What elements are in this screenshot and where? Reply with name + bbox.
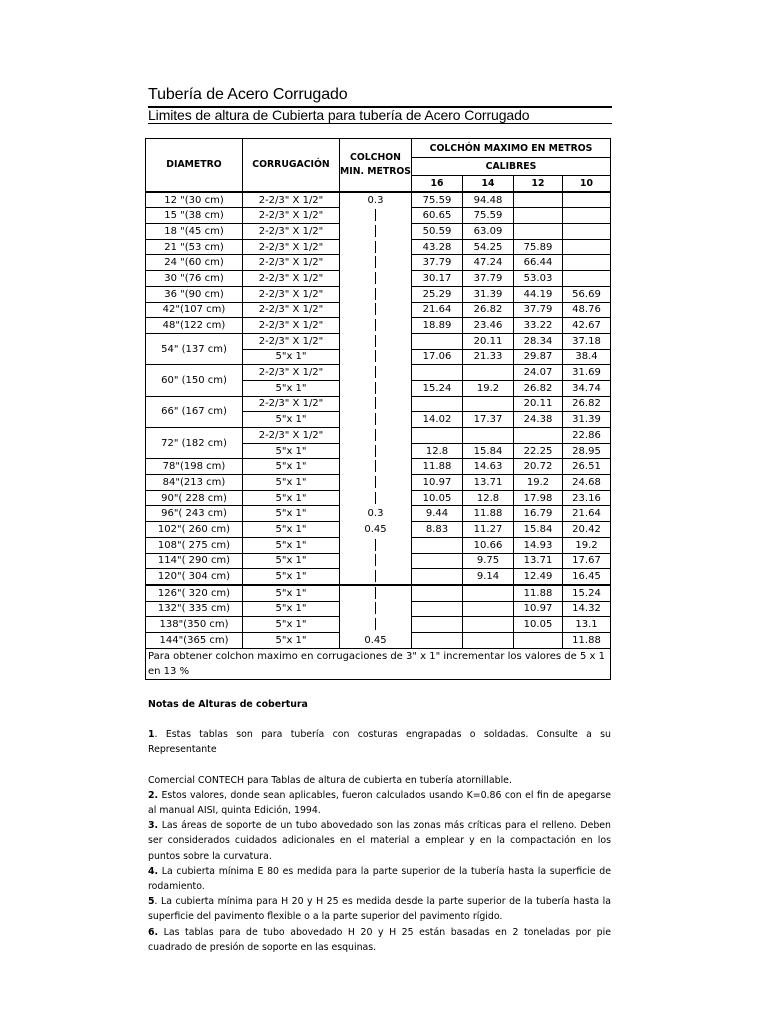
diametro-cell: 12 "(30 cm) bbox=[146, 192, 243, 208]
diametro-cell: 18 "(45 cm) bbox=[146, 224, 243, 240]
diametro-cell: 102"( 260 cm) bbox=[146, 522, 243, 538]
table-row bbox=[146, 585, 611, 601]
diametro-cell: 66" (167 cm) bbox=[146, 396, 243, 427]
corrugacion-cell: 2-2/3" X 1/2" bbox=[243, 428, 340, 444]
continuation-line bbox=[375, 366, 376, 378]
header-colchon-min: COLCHON MIN. METROS bbox=[340, 139, 412, 192]
calibre-16-cell: 17.06 bbox=[412, 349, 463, 365]
calibre-16-cell: 10.97 bbox=[412, 475, 463, 491]
continuation-line bbox=[375, 335, 376, 347]
calibre-12-cell: 11.88 bbox=[514, 585, 563, 601]
calibre-14-cell: 94.48 bbox=[463, 192, 514, 208]
corrugacion-cell: 5"x 1" bbox=[243, 506, 340, 522]
calibre-10-cell: 26.82 bbox=[563, 396, 611, 412]
header-calibre-12: 12 bbox=[514, 176, 563, 192]
note-spacer bbox=[148, 758, 611, 773]
header-corrugacion: CORRUGACIÓN bbox=[243, 139, 340, 192]
corrugacion-cell: 5"x 1" bbox=[243, 412, 340, 428]
calibre-16-cell: 30.17 bbox=[412, 271, 463, 287]
header-calibre-16: 16 bbox=[412, 176, 463, 192]
calibre-10-cell bbox=[563, 224, 611, 240]
calibre-12-cell: 33.22 bbox=[514, 318, 563, 334]
diametro-cell: 42"(107 cm) bbox=[146, 302, 243, 318]
colchon-min-cell bbox=[340, 617, 412, 633]
header-calibres: CALIBRES bbox=[412, 158, 611, 176]
corrugacion-cell: 2-2/3" X 1/2" bbox=[243, 208, 340, 224]
calibre-14-cell: 13.71 bbox=[463, 475, 514, 491]
calibre-10-cell: 28.95 bbox=[563, 443, 611, 459]
calibre-14-cell: 21.33 bbox=[463, 349, 514, 365]
table-row bbox=[146, 522, 611, 538]
continuation-line bbox=[375, 288, 376, 300]
calibre-16-cell bbox=[412, 537, 463, 553]
table-row bbox=[146, 617, 611, 633]
corrugacion-cell: 5"x 1" bbox=[243, 632, 340, 648]
calibre-10-cell bbox=[563, 208, 611, 224]
diametro-cell: 108"( 275 cm) bbox=[146, 537, 243, 553]
corrugacion-cell: 5"x 1" bbox=[243, 349, 340, 365]
colchon-min-cell bbox=[340, 380, 412, 396]
corrugacion-cell: 5"x 1" bbox=[243, 380, 340, 396]
corrugacion-cell: 5"x 1" bbox=[243, 553, 340, 569]
corrugacion-cell: 5"x 1" bbox=[243, 522, 340, 538]
note-text: . La cubierta mínima para H 20 y H 25 es medida desde la parte superior de la tubería hasta la superficie del pavimento flexible o a la parte superior del pavimento rígido. bbox=[148, 896, 611, 923]
corrugacion-cell: 5"x 1" bbox=[243, 490, 340, 506]
diametro-cell: 24 "(60 cm) bbox=[146, 255, 243, 271]
colchon-min-cell bbox=[340, 601, 412, 617]
continuation-line bbox=[375, 256, 376, 268]
table-row bbox=[146, 506, 611, 522]
calibre-14-cell: 14.63 bbox=[463, 459, 514, 475]
colchon-min-cell bbox=[340, 553, 412, 569]
continuation-line bbox=[375, 445, 376, 457]
calibre-12-cell bbox=[514, 224, 563, 240]
calibre-10-cell bbox=[563, 255, 611, 271]
table-footnote-row bbox=[146, 648, 611, 679]
calibre-14-cell: 11.27 bbox=[463, 522, 514, 538]
table-row bbox=[146, 475, 611, 491]
table-row bbox=[146, 224, 611, 240]
continuation-line bbox=[375, 397, 376, 409]
colchon-min-cell bbox=[340, 428, 412, 444]
cover-height-table bbox=[145, 138, 611, 680]
note-text: Las tablas para de tubo abovedado H 20 y H 25 están basadas en 2 toneladas por pie cuadrado de presión de soporte en las esquinas. bbox=[148, 926, 611, 953]
calibre-14-cell: 15.84 bbox=[463, 443, 514, 459]
calibre-16-cell: 43.28 bbox=[412, 239, 463, 255]
colchon-min-cell bbox=[340, 302, 412, 318]
note-text: Comercial CONTECH para Tablas de altura de cubierta en tubería atornillable. bbox=[148, 774, 512, 786]
continuation-line bbox=[375, 587, 376, 599]
diametro-cell: 15 "(38 cm) bbox=[146, 208, 243, 224]
calibre-14-cell: 11.88 bbox=[463, 506, 514, 522]
calibre-12-cell: 37.79 bbox=[514, 302, 563, 318]
calibre-14-cell: 20.11 bbox=[463, 333, 514, 349]
calibre-16-cell bbox=[412, 601, 463, 617]
diametro-cell: 30 "(76 cm) bbox=[146, 271, 243, 287]
colchon-min-cell bbox=[340, 459, 412, 475]
calibre-14-cell: 75.59 bbox=[463, 208, 514, 224]
table-row bbox=[146, 318, 611, 334]
calibre-12-cell: 29.87 bbox=[514, 349, 563, 365]
calibre-12-cell: 26.82 bbox=[514, 380, 563, 396]
continuation-line bbox=[375, 429, 376, 441]
continuation-line bbox=[375, 382, 376, 394]
note-text: La cubierta mínima E 80 es medida para la parte superior de la tubería hasta la superficie de rodamiento. bbox=[148, 865, 611, 893]
corrugacion-cell: 2-2/3" X 1/2" bbox=[243, 271, 340, 287]
calibre-14-cell: 54.25 bbox=[463, 239, 514, 255]
header-calibre-14: 14 bbox=[463, 176, 514, 192]
calibre-10-cell: 38.4 bbox=[563, 349, 611, 365]
diametro-cell: 144"(365 cm) bbox=[146, 632, 243, 648]
calibre-10-cell: 48.76 bbox=[563, 302, 611, 318]
table-row bbox=[146, 333, 611, 349]
corrugacion-cell: 2-2/3" X 1/2" bbox=[243, 224, 340, 240]
corrugacion-cell: 2-2/3" X 1/2" bbox=[243, 286, 340, 302]
calibre-14-cell bbox=[463, 585, 514, 601]
continuation-line bbox=[375, 618, 376, 630]
calibre-16-cell: 37.79 bbox=[412, 255, 463, 271]
calibre-10-cell: 21.64 bbox=[563, 506, 611, 522]
calibre-14-cell: 63.09 bbox=[463, 224, 514, 240]
calibre-16-cell: 21.64 bbox=[412, 302, 463, 318]
diametro-cell: 72" (182 cm) bbox=[146, 428, 243, 459]
colchon-min-cell: 0.3 bbox=[340, 192, 412, 208]
corrugacion-cell: 5"x 1" bbox=[243, 585, 340, 601]
calibre-12-cell: 28.34 bbox=[514, 333, 563, 349]
calibre-12-cell: 75.89 bbox=[514, 239, 563, 255]
calibre-16-cell bbox=[412, 333, 463, 349]
calibre-12-cell: 20.11 bbox=[514, 396, 563, 412]
continuation-line bbox=[375, 319, 376, 331]
continuation-line bbox=[375, 602, 376, 614]
calibre-16-cell: 9.44 bbox=[412, 506, 463, 522]
calibre-14-cell: 19.2 bbox=[463, 380, 514, 396]
calibre-16-cell bbox=[412, 396, 463, 412]
colchon-min-cell bbox=[340, 396, 412, 412]
calibre-14-cell: 10.66 bbox=[463, 537, 514, 553]
note-number: 5 bbox=[148, 896, 155, 908]
note-number: 2. bbox=[148, 789, 159, 801]
diametro-cell: 48"(122 cm) bbox=[146, 318, 243, 334]
calibre-12-cell: 24.38 bbox=[514, 412, 563, 428]
continuation-line bbox=[375, 539, 376, 551]
calibre-14-cell bbox=[463, 632, 514, 648]
calibre-12-cell: 22.25 bbox=[514, 443, 563, 459]
calibre-16-cell bbox=[412, 585, 463, 601]
calibre-14-cell bbox=[463, 396, 514, 412]
calibre-12-cell: 10.05 bbox=[514, 617, 563, 633]
calibre-14-cell: 12.8 bbox=[463, 490, 514, 506]
table-row bbox=[146, 365, 611, 381]
colchon-min-cell bbox=[340, 318, 412, 334]
note-number: 1 bbox=[148, 729, 155, 741]
calibre-10-cell bbox=[563, 271, 611, 287]
calibre-14-cell: 17.37 bbox=[463, 412, 514, 428]
calibre-12-cell bbox=[514, 428, 563, 444]
calibre-10-cell: 37.18 bbox=[563, 333, 611, 349]
calibre-12-cell bbox=[514, 632, 563, 648]
calibre-14-cell bbox=[463, 617, 514, 633]
colchon-min-cell: 0.45 bbox=[340, 632, 412, 648]
calibre-12-cell: 20.72 bbox=[514, 459, 563, 475]
calibre-12-cell: 66.44 bbox=[514, 255, 563, 271]
calibre-10-cell: 56.69 bbox=[563, 286, 611, 302]
calibre-16-cell: 18.89 bbox=[412, 318, 463, 334]
table-row bbox=[146, 302, 611, 318]
note-item bbox=[148, 788, 611, 818]
note-item bbox=[148, 727, 611, 757]
continuation-line bbox=[375, 350, 376, 362]
calibre-10-cell: 17.67 bbox=[563, 553, 611, 569]
colchon-min-cell bbox=[340, 412, 412, 428]
diametro-cell: 90"( 228 cm) bbox=[146, 490, 243, 506]
header-diametro: DIAMETRO bbox=[146, 139, 243, 192]
colchon-min-cell bbox=[340, 239, 412, 255]
calibre-16-cell: 25.29 bbox=[412, 286, 463, 302]
colchon-min-cell bbox=[340, 224, 412, 240]
note-item bbox=[148, 818, 611, 864]
continuation-line bbox=[375, 413, 376, 425]
corrugacion-cell: 2-2/3" X 1/2" bbox=[243, 255, 340, 271]
colchon-min-cell bbox=[340, 443, 412, 459]
calibre-10-cell: 22.86 bbox=[563, 428, 611, 444]
calibre-14-cell bbox=[463, 365, 514, 381]
diametro-cell: 96"( 243 cm) bbox=[146, 506, 243, 522]
corrugacion-cell: 2-2/3" X 1/2" bbox=[243, 365, 340, 381]
corrugacion-cell: 5"x 1" bbox=[243, 537, 340, 553]
diametro-cell: 78"(198 cm) bbox=[146, 459, 243, 475]
table-row bbox=[146, 632, 611, 648]
note-text: . Estas tablas son para tubería con costuras engrapadas o soldadas. Consulte a su Representante bbox=[148, 729, 611, 756]
continuation-line bbox=[375, 303, 376, 315]
calibre-10-cell: 13.1 bbox=[563, 617, 611, 633]
calibre-10-cell: 24.68 bbox=[563, 475, 611, 491]
colchon-min-cell bbox=[340, 271, 412, 287]
calibre-12-cell: 10.97 bbox=[514, 601, 563, 617]
calibre-10-cell: 31.69 bbox=[563, 365, 611, 381]
calibre-10-cell: 20.42 bbox=[563, 522, 611, 538]
header-calibre-10: 10 bbox=[563, 176, 611, 192]
diametro-cell: 132"( 335 cm) bbox=[146, 601, 243, 617]
table-row bbox=[146, 537, 611, 553]
note-item bbox=[148, 773, 611, 788]
calibre-10-cell: 34.74 bbox=[563, 380, 611, 396]
colchon-min-cell bbox=[340, 569, 412, 585]
calibre-10-cell bbox=[563, 192, 611, 208]
calibre-16-cell: 8.83 bbox=[412, 522, 463, 538]
colchon-min-cell bbox=[340, 365, 412, 381]
corrugacion-cell: 2-2/3" X 1/2" bbox=[243, 302, 340, 318]
continuation-line bbox=[375, 225, 376, 237]
colchon-min-cell bbox=[340, 255, 412, 271]
calibre-10-cell: 11.88 bbox=[563, 632, 611, 648]
note-item bbox=[148, 925, 611, 955]
document-title: Tubería de Acero Corrugado bbox=[148, 86, 348, 103]
corrugacion-cell: 5"x 1" bbox=[243, 601, 340, 617]
calibre-14-cell: 23.46 bbox=[463, 318, 514, 334]
table-footnote: Para obtener colchon maximo en corrugaciones de 3" x 1" incrementar los valores de 5 x 1 en 13 % bbox=[146, 648, 611, 679]
continuation-line bbox=[375, 476, 376, 488]
table-row bbox=[146, 396, 611, 412]
calibre-10-cell: 15.24 bbox=[563, 585, 611, 601]
calibre-12-cell: 19.2 bbox=[514, 475, 563, 491]
calibre-10-cell: 23.16 bbox=[563, 490, 611, 506]
table-row bbox=[146, 271, 611, 287]
colchon-min-cell bbox=[340, 208, 412, 224]
calibre-14-cell: 26.82 bbox=[463, 302, 514, 318]
calibre-12-cell: 44.19 bbox=[514, 286, 563, 302]
table-row bbox=[146, 490, 611, 506]
calibre-10-cell bbox=[563, 239, 611, 255]
calibre-12-cell: 13.71 bbox=[514, 553, 563, 569]
continuation-line bbox=[375, 492, 376, 504]
calibre-12-cell bbox=[514, 208, 563, 224]
continuation-line bbox=[375, 241, 376, 253]
colchon-min-cell bbox=[340, 490, 412, 506]
continuation-line bbox=[375, 460, 376, 472]
corrugacion-cell: 2-2/3" X 1/2" bbox=[243, 239, 340, 255]
colchon-min-cell bbox=[340, 286, 412, 302]
continuation-line bbox=[375, 570, 376, 582]
note-text: Las áreas de soporte de un tubo abovedado son las zonas más críticas para el relleno. Deben ser considerados cuidados adicionales en el material a emplear y en la compactación en los puntos sobre la curvatura. bbox=[148, 820, 611, 862]
table-row bbox=[146, 601, 611, 617]
corrugacion-cell: 5"x 1" bbox=[243, 617, 340, 633]
diametro-cell: 54" (137 cm) bbox=[146, 333, 243, 364]
calibre-16-cell: 11.88 bbox=[412, 459, 463, 475]
table-row bbox=[146, 239, 611, 255]
notes-heading: Notas de Alturas de cobertura bbox=[148, 699, 308, 710]
diametro-cell: 84"(213 cm) bbox=[146, 475, 243, 491]
table-row bbox=[146, 569, 611, 585]
colchon-min-cell: 0.3 bbox=[340, 506, 412, 522]
calibre-16-cell: 12.8 bbox=[412, 443, 463, 459]
continuation-line bbox=[375, 272, 376, 284]
calibre-12-cell: 16.79 bbox=[514, 506, 563, 522]
calibre-14-cell bbox=[463, 601, 514, 617]
calibre-12-cell: 24.07 bbox=[514, 365, 563, 381]
calibre-16-cell bbox=[412, 553, 463, 569]
calibre-12-cell: 12.49 bbox=[514, 569, 563, 585]
calibre-16-cell bbox=[412, 365, 463, 381]
colchon-min-cell bbox=[340, 349, 412, 365]
calibre-16-cell: 14.02 bbox=[412, 412, 463, 428]
table-row bbox=[146, 192, 611, 208]
calibre-10-cell: 31.39 bbox=[563, 412, 611, 428]
calibre-16-cell: 10.05 bbox=[412, 490, 463, 506]
calibre-16-cell bbox=[412, 617, 463, 633]
calibre-16-cell: 75.59 bbox=[412, 192, 463, 208]
corrugacion-cell: 5"x 1" bbox=[243, 443, 340, 459]
notes-list bbox=[148, 727, 611, 955]
diametro-cell: 120"( 304 cm) bbox=[146, 569, 243, 585]
calibre-12-cell: 15.84 bbox=[514, 522, 563, 538]
note-number: 4. bbox=[148, 865, 159, 877]
calibre-14-cell: 31.39 bbox=[463, 286, 514, 302]
calibre-10-cell: 26.51 bbox=[563, 459, 611, 475]
diametro-cell: 21 "(53 cm) bbox=[146, 239, 243, 255]
note-item bbox=[148, 864, 611, 894]
colchon-min-cell bbox=[340, 537, 412, 553]
continuation-line bbox=[375, 554, 376, 566]
table-row bbox=[146, 459, 611, 475]
corrugacion-cell: 2-2/3" X 1/2" bbox=[243, 333, 340, 349]
diametro-cell: 114"( 290 cm) bbox=[146, 553, 243, 569]
corrugacion-cell: 2-2/3" X 1/2" bbox=[243, 192, 340, 208]
calibre-16-cell: 50.59 bbox=[412, 224, 463, 240]
note-number: 6. bbox=[148, 926, 159, 938]
calibre-10-cell: 42.67 bbox=[563, 318, 611, 334]
calibre-14-cell: 37.79 bbox=[463, 271, 514, 287]
diametro-cell: 60" (150 cm) bbox=[146, 365, 243, 396]
table-row bbox=[146, 286, 611, 302]
calibre-16-cell: 15.24 bbox=[412, 380, 463, 396]
corrugacion-cell: 5"x 1" bbox=[243, 459, 340, 475]
diametro-cell: 138"(350 cm) bbox=[146, 617, 243, 633]
corrugacion-cell: 2-2/3" X 1/2" bbox=[243, 318, 340, 334]
colchon-min-cell: 0.45 bbox=[340, 522, 412, 538]
calibre-14-cell: 9.75 bbox=[463, 553, 514, 569]
colchon-min-cell bbox=[340, 333, 412, 349]
calibre-10-cell: 14.32 bbox=[563, 601, 611, 617]
continuation-line bbox=[375, 209, 376, 221]
header-colchon-max: COLCHÓN MAXIMO EN METROS bbox=[412, 139, 611, 158]
table-row bbox=[146, 553, 611, 569]
corrugacion-cell: 5"x 1" bbox=[243, 475, 340, 491]
calibre-16-cell: 60.65 bbox=[412, 208, 463, 224]
diametro-cell: 126"( 320 cm) bbox=[146, 585, 243, 601]
subtitle-rule bbox=[148, 123, 612, 124]
calibre-14-cell bbox=[463, 428, 514, 444]
colchon-min-cell bbox=[340, 475, 412, 491]
corrugacion-cell: 2-2/3" X 1/2" bbox=[243, 396, 340, 412]
note-text: Estos valores, donde sean aplicables, fueron calculados usando K=0.86 con el fin de apegarse al manual AISI, quinta Edición, 1994. bbox=[148, 789, 611, 817]
colchon-min-cell bbox=[340, 585, 412, 601]
table-row bbox=[146, 255, 611, 271]
table-row bbox=[146, 428, 611, 444]
calibre-16-cell bbox=[412, 632, 463, 648]
calibre-12-cell: 53.03 bbox=[514, 271, 563, 287]
notes-section bbox=[148, 697, 611, 955]
calibre-10-cell: 19.2 bbox=[563, 537, 611, 553]
calibre-12-cell: 14.93 bbox=[514, 537, 563, 553]
table-row bbox=[146, 208, 611, 224]
calibre-10-cell: 16.45 bbox=[563, 569, 611, 585]
calibre-16-cell bbox=[412, 569, 463, 585]
diametro-cell: 36 "(90 cm) bbox=[146, 286, 243, 302]
calibre-14-cell: 9.14 bbox=[463, 569, 514, 585]
calibre-16-cell bbox=[412, 428, 463, 444]
calibre-12-cell: 17.98 bbox=[514, 490, 563, 506]
calibre-12-cell bbox=[514, 192, 563, 208]
document-subtitle: Limites de altura de Cubierta para tubería de Acero Corrugado bbox=[148, 107, 530, 123]
corrugacion-cell: 5"x 1" bbox=[243, 569, 340, 585]
note-number: 3. bbox=[148, 820, 159, 832]
note-item bbox=[148, 894, 611, 924]
calibre-14-cell: 47.24 bbox=[463, 255, 514, 271]
